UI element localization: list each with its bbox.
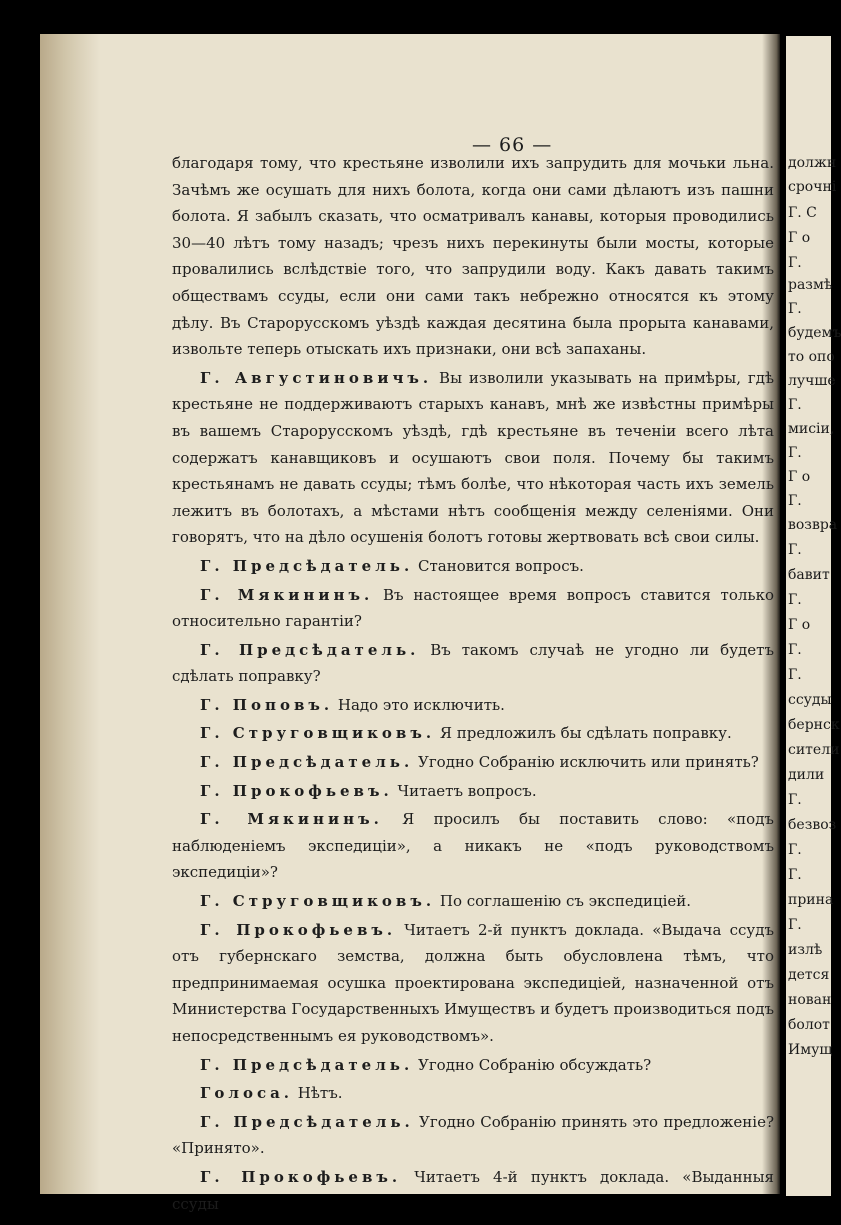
facing-line: Г о [788,469,811,485]
paragraph-5 [172,692,774,719]
paragraph-12 [172,1052,774,1079]
speaker-name: Г. Прокофьевъ. [200,920,397,939]
body-text [172,150,774,1217]
speaker-name: Г. Предсѣдатель. [200,556,414,575]
facing-line: болот [788,1017,830,1033]
para-text: Нѣтъ. [293,1084,343,1103]
para-text: Я предложилъ бы сдѣлать поправку. [435,724,732,743]
para-text: Читаетъ 4-й пунктъ доклада. «Выданныя ссуды [172,1167,774,1213]
facing-line: Г. [788,867,802,883]
facing-line: безвоз [788,817,837,833]
para-text: Читаетъ 2-й пунктъ доклада. «Выдача ссудъ отъ губернскаго земства, должна быть обусловлена тѣмъ, что предпринимаемая осушка проектирована экспедиціей, назначенной отъ Министерства Государственныхъ Имуществъ и будетъ производиться подъ непосредственнымъ ея руководствомъ». [172,920,774,1045]
facing-line: Г о [788,230,811,246]
facing-line: ссуды [788,692,832,708]
para-text: Угодно Собранію принять это предложеніе? «Принято». [172,1112,774,1158]
para-text: Надо это исключить. [333,695,505,714]
paragraph-14 [172,1109,774,1162]
facing-line: дется [788,967,830,983]
para-text: По соглашенію съ экспедиціей. [435,892,692,911]
speaker-name: Г. Предсѣдатель. [200,640,420,659]
facing-line: бернск [788,717,840,733]
para-text: Въ настоящее время вопросъ ставится только относительно гарантіи? [172,585,774,631]
facing-line: возвра [788,517,838,533]
speaker-name: Г. Струговщиковъ. [200,892,436,911]
speaker-name: Голоса. [200,1084,294,1103]
speaker-name: Г. Августиновичъ. [200,368,433,387]
paragraph-4 [172,637,774,690]
facing-line: сители [788,742,840,758]
facing-line: срочні [788,179,837,195]
facing-line: Г. [788,397,802,413]
page-number: — 66 — [472,134,553,156]
facing-line: Имущ [788,1042,833,1058]
speaker-name: Г. Прокофьевъ. [200,781,393,800]
facing-line: Г. [788,255,802,271]
facing-line: то опо [788,349,835,365]
facing-line: прина [788,892,834,908]
speaker-name: Г. Предсѣдатель. [200,753,414,772]
facing-line: Г. [788,842,802,858]
speaker-name: Г. Струговщиковъ. [200,724,436,743]
facing-line: Г. [788,542,802,558]
paragraph-13 [172,1080,774,1107]
paragraph-3 [172,582,774,635]
paragraph-7 [172,749,774,776]
paragraph-10 [172,888,774,915]
para-text: Угодно Собранію обсуждать? [413,1055,652,1074]
facing-line: бавит [788,567,830,583]
paragraph-15 [172,1164,774,1217]
facing-page-fragment [786,36,841,1196]
speaker-name: Г. Мякининъ. [200,810,383,829]
speaker-name: Г. Поповъ. [200,695,334,714]
facing-line: размѣ [788,277,833,293]
page-edge [40,34,100,1194]
paragraph-1 [172,365,774,551]
facing-line: Г. С [788,205,817,221]
facing-line: Г. [788,445,802,461]
speaker-name: Г. Предсѣдатель. [200,1055,414,1074]
facing-line: лучше [788,373,836,389]
paragraph-0 [172,150,774,363]
facing-line: Г. [788,301,802,317]
facing-line: Г. [788,592,802,608]
facing-line: Г о [788,617,811,633]
para-text: Становится вопросъ. [413,556,584,575]
para-text: Въ такомъ случаѣ не угодно ли будетъ сдѣлать поправку? [172,640,774,686]
paragraph-2 [172,553,774,580]
facing-line: Г. [788,642,802,658]
paragraph-9 [172,806,774,886]
facing-line: будемъ [788,325,841,341]
para-text: Я просилъ бы поставить слово: «подъ наблюденіемъ экспедиціи», а никакъ не «подъ руководствомъ экспедиціи»? [172,810,774,882]
facing-line: Г. [788,792,802,808]
para-text: Читаетъ вопросъ. [392,781,537,800]
speaker-name: Г. Мякининъ. [200,585,374,604]
facing-line: дили [788,767,825,783]
paragraph-8 [172,778,774,805]
facing-line: Г. [788,493,802,509]
speaker-name: Г. Предсѣдатель. [200,1112,414,1131]
facing-line: нован [788,992,832,1008]
para-text: Вы изволили указывать на примѣры, гдѣ крестьяне не поддерживаютъ старыхъ канавъ, мнѣ же извѣстны примѣры въ вашемъ Старорусскомъ уѣздѣ, гдѣ крестьяне въ теченіи всего лѣта содержатъ канавщиковъ и осушаютъ свои поля. Почему бы такимъ крестьянамъ не давать ссуды; тѣмъ болѣе, что нѣкоторая часть ихъ земель лежитъ въ болотахъ, а мѣстами нѣтъ сообщенія между селеніями. Они говорятъ, что на дѣло осушенія болотъ готовы жертвовать всѣ свои силы. [172,368,774,547]
facing-line: Г. [788,667,802,683]
speaker-name: Г. Прокофьевъ. [200,1167,402,1186]
para-text: благодаря тому, что крестьяне изволили ихъ запрудить для мочьки льна. Зачѣмъ же осушать для нихъ болота, когда они сами дѣлаютъ изъ пашни болота. Я забылъ сказать, что осматривалъ канавы, которыя проводились 30—40 лѣтъ тому назадъ; чрезъ нихъ перекинуты были мосты, которые провалились вслѣдствіе того, что запрудили воду. Какъ давать такимъ обществамъ ссуды, если они сами такъ небрежно относятся къ этому дѣлу. Въ Старорусскомъ уѣздѣ каждая десятина была прорыта канавами, извольте теперь отыскать ихъ признаки, они всѣ запаханы. [172,154,774,359]
para-text: Угодно Собранію исключить или принять? [413,753,759,772]
facing-line: мисіи, [788,421,835,437]
facing-line: Г. [788,917,802,933]
facing-line: излѣ [788,942,823,958]
paragraph-6 [172,720,774,747]
paragraph-11 [172,917,774,1050]
facing-line: должн [788,155,837,171]
